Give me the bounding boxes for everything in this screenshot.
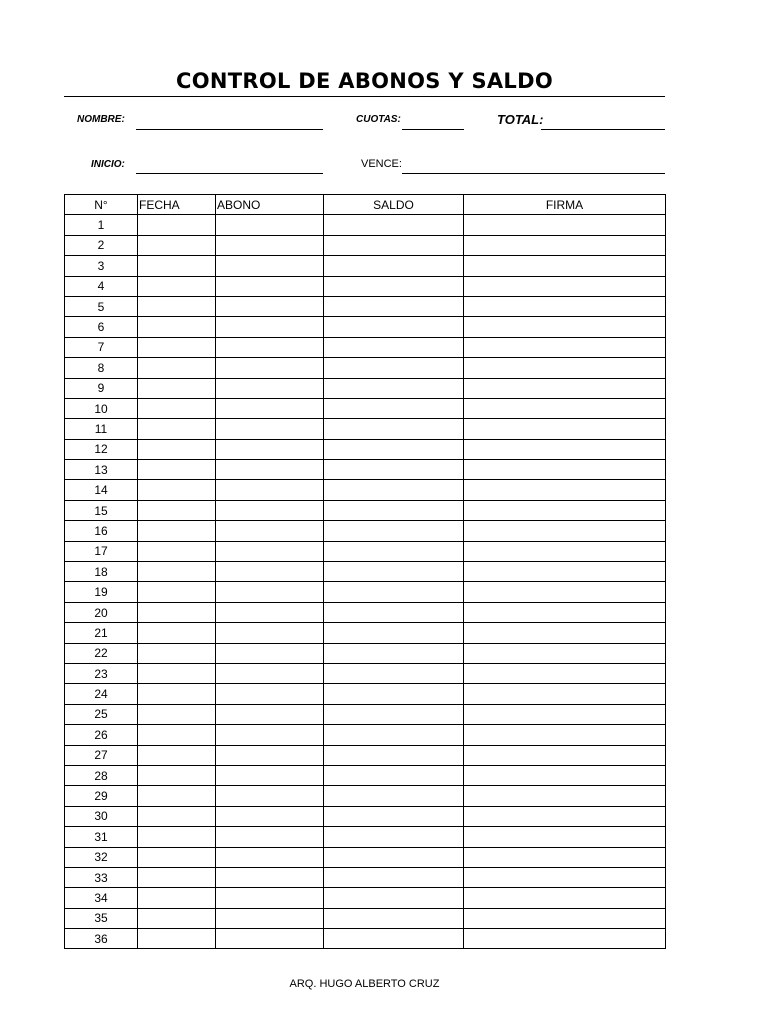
saldo-cell[interactable] bbox=[324, 296, 464, 316]
page-title: CONTROL DE ABONOS Y SALDO bbox=[176, 69, 553, 93]
table-row bbox=[65, 847, 666, 867]
firma-cell[interactable] bbox=[464, 276, 666, 296]
firma-cell[interactable] bbox=[464, 235, 666, 255]
abono-cell[interactable] bbox=[216, 582, 324, 602]
abono-cell[interactable] bbox=[216, 929, 324, 949]
row-number: 17 bbox=[65, 541, 138, 561]
col-header-number: N° bbox=[65, 195, 138, 215]
saldo-cell[interactable] bbox=[324, 888, 464, 908]
fecha-cell[interactable] bbox=[138, 541, 216, 561]
row-number: 1 bbox=[65, 215, 138, 235]
row-number: 15 bbox=[65, 500, 138, 520]
row-number: 6 bbox=[65, 317, 138, 337]
abono-cell[interactable] bbox=[216, 337, 324, 357]
firma-cell[interactable] bbox=[464, 480, 666, 500]
saldo-cell[interactable] bbox=[324, 439, 464, 459]
abono-cell[interactable] bbox=[216, 908, 324, 928]
firma-cell[interactable] bbox=[464, 602, 666, 622]
table-row bbox=[65, 806, 666, 826]
fecha-cell[interactable] bbox=[138, 562, 216, 582]
saldo-cell[interactable] bbox=[324, 419, 464, 439]
saldo-cell[interactable] bbox=[324, 765, 464, 785]
table-row bbox=[65, 684, 666, 704]
saldo-cell[interactable] bbox=[324, 806, 464, 826]
row-number: 10 bbox=[65, 398, 138, 418]
table-row bbox=[65, 643, 666, 663]
abono-cell[interactable] bbox=[216, 888, 324, 908]
table-row bbox=[65, 398, 666, 418]
row-number: 14 bbox=[65, 480, 138, 500]
table-row bbox=[65, 725, 666, 745]
firma-cell[interactable] bbox=[464, 745, 666, 765]
row-number: 34 bbox=[65, 888, 138, 908]
firma-cell[interactable] bbox=[464, 337, 666, 357]
total-label: TOTAL: bbox=[497, 112, 544, 127]
table-row bbox=[65, 521, 666, 541]
row-number: 26 bbox=[65, 725, 138, 745]
saldo-cell[interactable] bbox=[324, 276, 464, 296]
inicio-label: INICIO: bbox=[91, 159, 125, 170]
abono-cell[interactable] bbox=[216, 398, 324, 418]
table-row bbox=[65, 663, 666, 683]
table-row bbox=[65, 786, 666, 806]
fecha-cell[interactable] bbox=[138, 888, 216, 908]
saldo-cell[interactable] bbox=[324, 663, 464, 683]
vence-label: VENCE: bbox=[361, 158, 402, 170]
saldo-cell[interactable] bbox=[324, 398, 464, 418]
firma-cell[interactable] bbox=[464, 398, 666, 418]
row-number: 5 bbox=[65, 296, 138, 316]
fecha-cell[interactable] bbox=[138, 500, 216, 520]
abono-cell[interactable] bbox=[216, 378, 324, 398]
firma-cell[interactable] bbox=[464, 643, 666, 663]
table-row bbox=[65, 439, 666, 459]
saldo-cell[interactable] bbox=[324, 235, 464, 255]
fecha-cell[interactable] bbox=[138, 663, 216, 683]
saldo-cell[interactable] bbox=[324, 582, 464, 602]
firma-cell[interactable] bbox=[464, 215, 666, 235]
saldo-cell[interactable] bbox=[324, 827, 464, 847]
abono-cell[interactable] bbox=[216, 419, 324, 439]
abono-cell[interactable] bbox=[216, 562, 324, 582]
fecha-cell[interactable] bbox=[138, 215, 216, 235]
row-number: 22 bbox=[65, 643, 138, 663]
row-number: 36 bbox=[65, 929, 138, 949]
firma-cell[interactable] bbox=[464, 562, 666, 582]
abono-cell[interactable] bbox=[216, 439, 324, 459]
firma-cell[interactable] bbox=[464, 684, 666, 704]
table-row bbox=[65, 317, 666, 337]
fecha-cell[interactable] bbox=[138, 602, 216, 622]
table-row bbox=[65, 358, 666, 378]
abono-cell[interactable] bbox=[216, 745, 324, 765]
fecha-cell[interactable] bbox=[138, 908, 216, 928]
saldo-cell[interactable] bbox=[324, 358, 464, 378]
fecha-cell[interactable] bbox=[138, 623, 216, 643]
fecha-cell[interactable] bbox=[138, 867, 216, 887]
inicio-field[interactable] bbox=[136, 173, 323, 174]
abono-cell[interactable] bbox=[216, 786, 324, 806]
firma-cell[interactable] bbox=[464, 663, 666, 683]
fecha-cell[interactable] bbox=[138, 256, 216, 276]
abono-cell[interactable] bbox=[216, 235, 324, 255]
cuotas-field[interactable] bbox=[402, 129, 464, 130]
firma-cell[interactable] bbox=[464, 929, 666, 949]
row-number: 23 bbox=[65, 663, 138, 683]
abono-cell[interactable] bbox=[216, 256, 324, 276]
abono-cell[interactable] bbox=[216, 500, 324, 520]
abono-cell[interactable] bbox=[216, 806, 324, 826]
fecha-cell[interactable] bbox=[138, 725, 216, 745]
fecha-cell[interactable] bbox=[138, 827, 216, 847]
saldo-cell[interactable] bbox=[324, 684, 464, 704]
row-number: 20 bbox=[65, 602, 138, 622]
table-row bbox=[65, 378, 666, 398]
firma-cell[interactable] bbox=[464, 867, 666, 887]
payments-table bbox=[64, 194, 666, 949]
fecha-cell[interactable] bbox=[138, 521, 216, 541]
table-row bbox=[65, 541, 666, 561]
firma-cell[interactable] bbox=[464, 439, 666, 459]
firma-cell[interactable] bbox=[464, 419, 666, 439]
abono-cell[interactable] bbox=[216, 276, 324, 296]
fecha-cell[interactable] bbox=[138, 684, 216, 704]
row-number: 24 bbox=[65, 684, 138, 704]
row-number: 2 bbox=[65, 235, 138, 255]
fecha-cell[interactable] bbox=[138, 398, 216, 418]
firma-cell[interactable] bbox=[464, 806, 666, 826]
table-row bbox=[65, 419, 666, 439]
firma-cell[interactable] bbox=[464, 378, 666, 398]
saldo-cell[interactable] bbox=[324, 602, 464, 622]
table-row bbox=[65, 235, 666, 255]
abono-cell[interactable] bbox=[216, 684, 324, 704]
row-number: 12 bbox=[65, 439, 138, 459]
row-number: 3 bbox=[65, 256, 138, 276]
total-field[interactable] bbox=[541, 129, 665, 130]
col-header-fecha: FECHA bbox=[138, 195, 216, 215]
abono-cell[interactable] bbox=[216, 725, 324, 745]
table-header-row bbox=[65, 195, 666, 215]
footer-author: ARQ. HUGO ALBERTO CRUZ bbox=[289, 978, 440, 990]
abono-cell[interactable] bbox=[216, 521, 324, 541]
firma-cell[interactable] bbox=[464, 296, 666, 316]
firma-cell[interactable] bbox=[464, 460, 666, 480]
saldo-cell[interactable] bbox=[324, 256, 464, 276]
saldo-cell[interactable] bbox=[324, 378, 464, 398]
firma-cell[interactable] bbox=[464, 786, 666, 806]
firma-cell[interactable] bbox=[464, 521, 666, 541]
saldo-cell[interactable] bbox=[324, 317, 464, 337]
abono-cell[interactable] bbox=[216, 480, 324, 500]
abono-cell[interactable] bbox=[216, 541, 324, 561]
saldo-cell[interactable] bbox=[324, 215, 464, 235]
row-number: 7 bbox=[65, 337, 138, 357]
table-row bbox=[65, 215, 666, 235]
firma-cell[interactable] bbox=[464, 623, 666, 643]
fecha-cell[interactable] bbox=[138, 704, 216, 724]
saldo-cell[interactable] bbox=[324, 521, 464, 541]
saldo-cell[interactable] bbox=[324, 562, 464, 582]
table-row bbox=[65, 908, 666, 928]
abono-cell[interactable] bbox=[216, 704, 324, 724]
fecha-cell[interactable] bbox=[138, 317, 216, 337]
row-number: 19 bbox=[65, 582, 138, 602]
firma-cell[interactable] bbox=[464, 725, 666, 745]
table-row bbox=[65, 460, 666, 480]
col-header-abono: ABONO bbox=[216, 195, 324, 215]
saldo-cell[interactable] bbox=[324, 908, 464, 928]
table-row bbox=[65, 602, 666, 622]
row-number: 28 bbox=[65, 765, 138, 785]
saldo-cell[interactable] bbox=[324, 623, 464, 643]
row-number: 32 bbox=[65, 847, 138, 867]
abono-cell[interactable] bbox=[216, 827, 324, 847]
saldo-cell[interactable] bbox=[324, 745, 464, 765]
row-number: 33 bbox=[65, 867, 138, 887]
fecha-cell[interactable] bbox=[138, 806, 216, 826]
col-header-saldo: SALDO bbox=[324, 195, 464, 215]
fecha-cell[interactable] bbox=[138, 847, 216, 867]
fecha-cell[interactable] bbox=[138, 419, 216, 439]
table-row bbox=[65, 929, 666, 949]
fecha-cell[interactable] bbox=[138, 480, 216, 500]
row-number: 11 bbox=[65, 419, 138, 439]
row-number: 9 bbox=[65, 378, 138, 398]
table-row bbox=[65, 888, 666, 908]
abono-cell[interactable] bbox=[216, 867, 324, 887]
fecha-cell[interactable] bbox=[138, 765, 216, 785]
abono-cell[interactable] bbox=[216, 623, 324, 643]
fecha-cell[interactable] bbox=[138, 337, 216, 357]
firma-cell[interactable] bbox=[464, 500, 666, 520]
nombre-field[interactable] bbox=[136, 129, 323, 130]
row-number: 27 bbox=[65, 745, 138, 765]
col-header-firma: FIRMA bbox=[464, 195, 666, 215]
firma-cell[interactable] bbox=[464, 847, 666, 867]
saldo-cell[interactable] bbox=[324, 867, 464, 887]
table-row bbox=[65, 704, 666, 724]
firma-cell[interactable] bbox=[464, 256, 666, 276]
fecha-cell[interactable] bbox=[138, 276, 216, 296]
firma-cell[interactable] bbox=[464, 358, 666, 378]
saldo-cell[interactable] bbox=[324, 786, 464, 806]
fecha-cell[interactable] bbox=[138, 296, 216, 316]
saldo-cell[interactable] bbox=[324, 460, 464, 480]
fecha-cell[interactable] bbox=[138, 439, 216, 459]
fecha-cell[interactable] bbox=[138, 745, 216, 765]
fecha-cell[interactable] bbox=[138, 786, 216, 806]
row-number: 4 bbox=[65, 276, 138, 296]
saldo-cell[interactable] bbox=[324, 704, 464, 724]
saldo-cell[interactable] bbox=[324, 541, 464, 561]
saldo-cell[interactable] bbox=[324, 929, 464, 949]
table-row bbox=[65, 337, 666, 357]
firma-cell[interactable] bbox=[464, 908, 666, 928]
abono-cell[interactable] bbox=[216, 663, 324, 683]
table-row bbox=[65, 296, 666, 316]
firma-cell[interactable] bbox=[464, 888, 666, 908]
vence-field[interactable] bbox=[402, 173, 665, 174]
fecha-cell[interactable] bbox=[138, 582, 216, 602]
table-row bbox=[65, 745, 666, 765]
abono-cell[interactable] bbox=[216, 317, 324, 337]
saldo-cell[interactable] bbox=[324, 500, 464, 520]
fecha-cell[interactable] bbox=[138, 378, 216, 398]
abono-cell[interactable] bbox=[216, 460, 324, 480]
row-number: 25 bbox=[65, 704, 138, 724]
table-row bbox=[65, 827, 666, 847]
row-number: 21 bbox=[65, 623, 138, 643]
saldo-cell[interactable] bbox=[324, 480, 464, 500]
saldo-cell[interactable] bbox=[324, 725, 464, 745]
abono-cell[interactable] bbox=[216, 602, 324, 622]
saldo-cell[interactable] bbox=[324, 643, 464, 663]
table-row bbox=[65, 582, 666, 602]
table-row bbox=[65, 256, 666, 276]
row-number: 8 bbox=[65, 358, 138, 378]
firma-cell[interactable] bbox=[464, 765, 666, 785]
abono-cell[interactable] bbox=[216, 643, 324, 663]
fecha-cell[interactable] bbox=[138, 235, 216, 255]
fecha-cell[interactable] bbox=[138, 460, 216, 480]
table-row bbox=[65, 562, 666, 582]
row-number: 29 bbox=[65, 786, 138, 806]
nombre-label: NOMBRE: bbox=[77, 114, 125, 125]
firma-cell[interactable] bbox=[464, 317, 666, 337]
saldo-cell[interactable] bbox=[324, 847, 464, 867]
table-row bbox=[65, 276, 666, 296]
title-divider bbox=[64, 96, 665, 97]
abono-cell[interactable] bbox=[216, 358, 324, 378]
cuotas-label: CUOTAS: bbox=[356, 114, 401, 125]
table-row bbox=[65, 867, 666, 887]
firma-cell[interactable] bbox=[464, 541, 666, 561]
abono-cell[interactable] bbox=[216, 215, 324, 235]
fecha-cell[interactable] bbox=[138, 358, 216, 378]
fecha-cell[interactable] bbox=[138, 929, 216, 949]
row-number: 31 bbox=[65, 827, 138, 847]
row-number: 18 bbox=[65, 562, 138, 582]
row-number: 13 bbox=[65, 460, 138, 480]
firma-cell[interactable] bbox=[464, 582, 666, 602]
table-row bbox=[65, 623, 666, 643]
firma-cell[interactable] bbox=[464, 704, 666, 724]
abono-cell[interactable] bbox=[216, 296, 324, 316]
table-row bbox=[65, 765, 666, 785]
row-number: 30 bbox=[65, 806, 138, 826]
abono-cell[interactable] bbox=[216, 847, 324, 867]
row-number: 16 bbox=[65, 521, 138, 541]
saldo-cell[interactable] bbox=[324, 337, 464, 357]
abono-cell[interactable] bbox=[216, 765, 324, 785]
table-row bbox=[65, 480, 666, 500]
firma-cell[interactable] bbox=[464, 827, 666, 847]
row-number: 35 bbox=[65, 908, 138, 928]
table-row bbox=[65, 500, 666, 520]
fecha-cell[interactable] bbox=[138, 643, 216, 663]
